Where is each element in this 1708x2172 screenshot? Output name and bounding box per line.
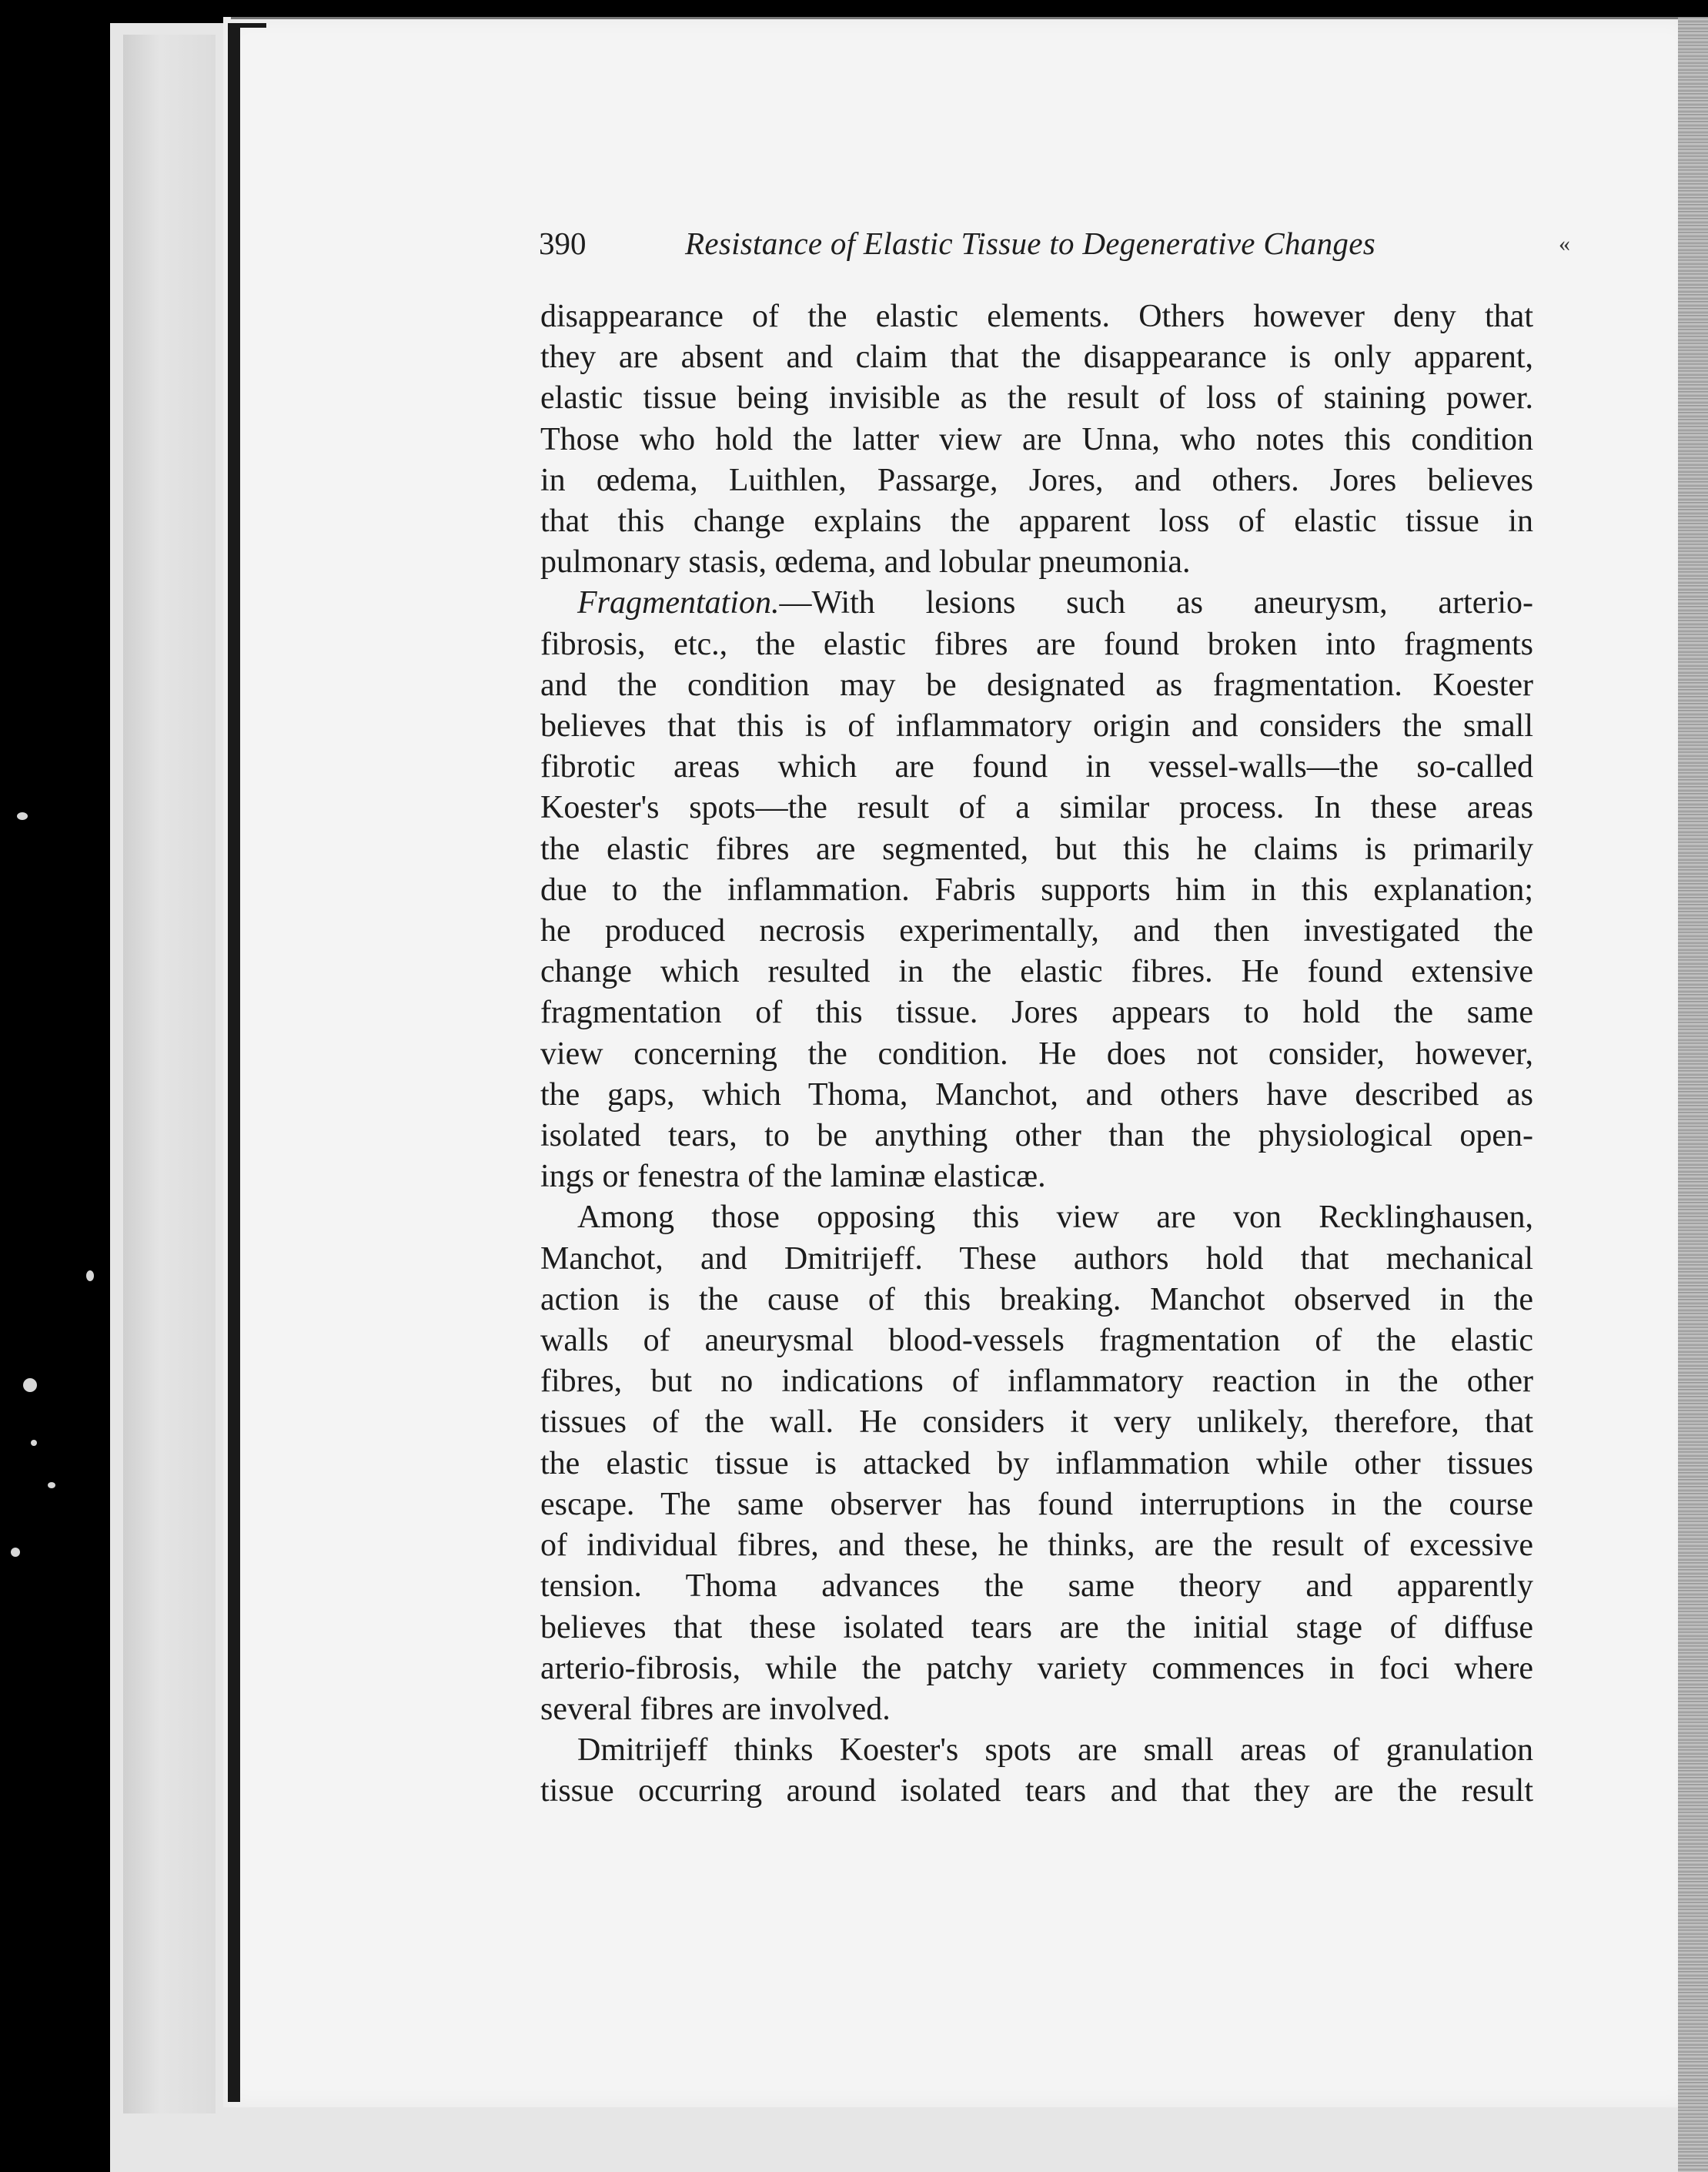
text-line: in œdema, Luithlen, Passarge, Jores, and others. Jores believes — [540, 462, 1533, 498]
text-line: believes that this is of inflammatory origin and considers the small — [540, 708, 1533, 745]
text-line: isolated tears, to be anything other than the physiological open- — [540, 1118, 1533, 1154]
text-line: fibrosis, etc., the elastic fibres are found broken into fragments — [540, 626, 1533, 662]
text-line: that this change explains the apparent loss of elastic tissue in — [540, 504, 1533, 540]
text-line: fragmentation of this tissue. Jores appears to hold the same — [540, 995, 1533, 1031]
text-line: fibres, but no indications of inflammatory reaction in the other — [540, 1364, 1533, 1400]
text-line: tissue occurring around isolated tears and that they are the result — [540, 1773, 1533, 1809]
running-title: Resistance of Elastic Tissue to Degenerative Changes — [685, 226, 1375, 261]
text-line: view concerning the condition. He does not consider, however, — [540, 1036, 1533, 1072]
running-head — [539, 225, 1539, 271]
top-border — [231, 17, 1686, 19]
text-line: he produced necrosis experimentally, and then investigated the — [540, 913, 1533, 949]
text-line: fibrotic areas which are found in vessel-walls—the so-called — [540, 749, 1533, 785]
text-line: change which resulted in the elastic fibres. He found extensive — [540, 954, 1533, 990]
text-line: Manchot, and Dmitrijeff. These authors hold that mechanical — [540, 1240, 1533, 1277]
text-line: Those who hold the latter view are Unna, who notes this condition — [540, 421, 1533, 457]
text-line: of individual fibres, and these, he thinks, are the result of excessive — [540, 1528, 1533, 1564]
margin-speck — [11, 1548, 20, 1557]
text-line: elastic tissue being invisible as the result of loss of staining power. — [540, 380, 1533, 417]
page-edge-strip — [123, 35, 216, 2113]
text-line: the elastic fibres are segmented, but this he claims is primarily — [540, 831, 1533, 867]
text-line: believes that these isolated tears are the initial stage of diffuse — [540, 1609, 1533, 1645]
text-line: due to the inflammation. Fabris supports him in this explanation; — [540, 872, 1533, 908]
text-line: and the condition may be designated as fragmentation. Koester — [540, 667, 1533, 703]
text-line: Koester's spots—the result of a similar process. In these areas — [540, 790, 1533, 826]
text-line: Among those opposing this view are von Recklinghausen, — [577, 1200, 1533, 1236]
margin-speck — [23, 1378, 37, 1392]
margin-speck — [86, 1270, 94, 1281]
text-line: pulmonary stasis, œdema, and lobular pneumonia. — [540, 544, 1191, 581]
text-line: escape. The same observer has found interruptions in the course — [540, 1486, 1533, 1522]
body-text — [540, 296, 1533, 1812]
header-mark: « — [1559, 231, 1570, 256]
text-line: disappearance of the elastic elements. Others however deny that — [540, 299, 1533, 334]
paragraph — [540, 1730, 1533, 1812]
margin-speck — [48, 1482, 55, 1488]
text-line: tension. Thoma advances the same theory and apparently — [540, 1568, 1533, 1605]
text-line: ings or fenestra of the laminæ elasticæ. — [540, 1159, 1046, 1195]
paragraph — [540, 1197, 1533, 1730]
margin-speck — [17, 812, 28, 820]
text-line: they are absent and claim that the disappearance is only apparent, — [540, 340, 1533, 376]
paragraph — [540, 583, 1533, 1197]
text-line: the gaps, which Thoma, Manchot, and others have described as — [540, 1076, 1533, 1113]
margin-speck — [31, 1440, 37, 1446]
binding-line — [228, 23, 240, 2102]
text-line: tissues of the wall. He considers it very unlikely, therefore, that — [540, 1404, 1533, 1441]
paragraph — [540, 296, 1533, 583]
text-line — [540, 583, 1533, 624]
page-number: 390 — [539, 226, 587, 261]
text-line: action is the cause of this breaking. Manchot observed in the — [540, 1281, 1533, 1317]
text-line: several fibres are involved. — [540, 1691, 891, 1727]
section-heading: Fragmentation. — [577, 585, 780, 621]
right-page-edge — [1678, 17, 1708, 2172]
text-line: Dmitrijeff thinks Koester's spots are small areas of granulation — [577, 1732, 1533, 1769]
text-line: walls of aneurysmal blood-vessels fragmentation of the elastic — [540, 1323, 1533, 1359]
text-line: the elastic tissue is attacked by inflammation while other tissues — [540, 1445, 1533, 1481]
text-line: arterio-fibrosis, while the patchy variety commences in foci where — [540, 1650, 1533, 1686]
text-run: —With lesions such as aneurysm, arterio- — [779, 585, 1533, 621]
